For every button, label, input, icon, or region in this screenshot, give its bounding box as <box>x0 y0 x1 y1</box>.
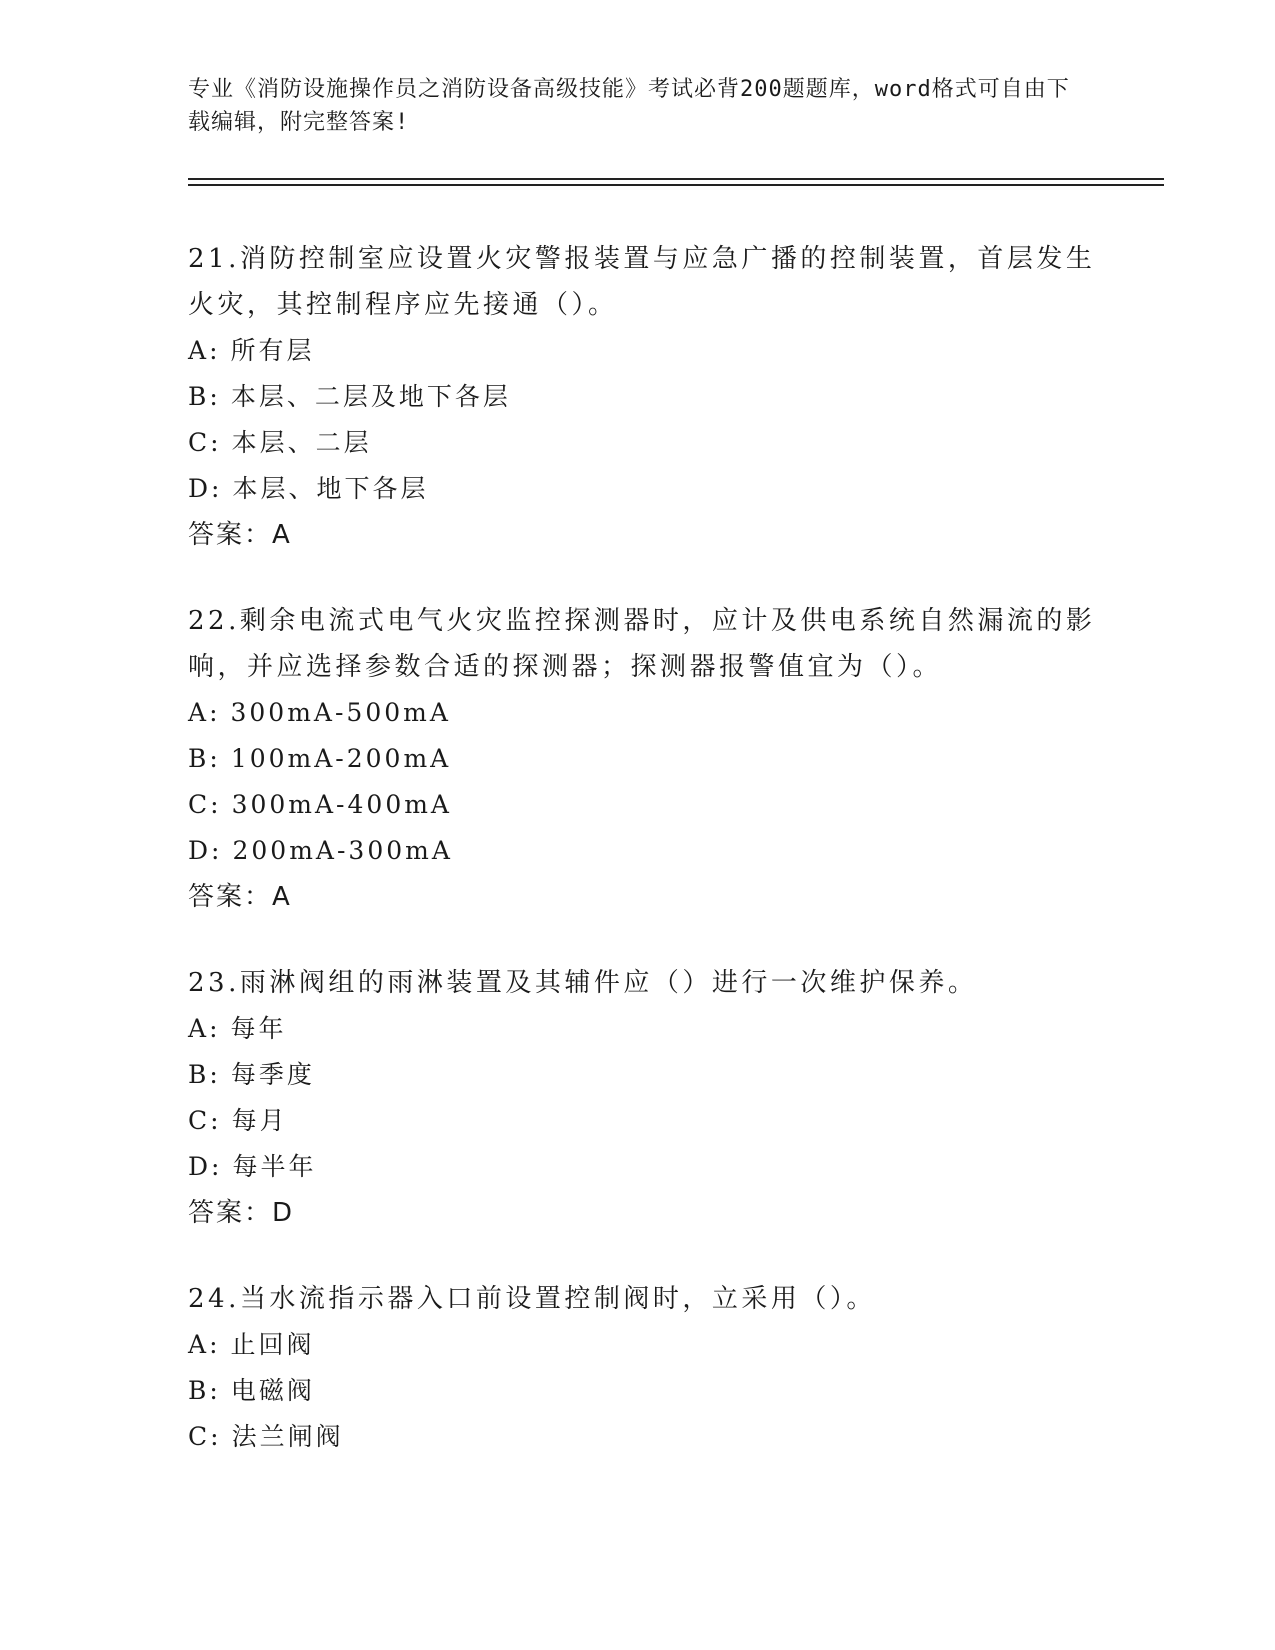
option-letter: C <box>188 428 211 457</box>
option-a <box>188 690 1108 736</box>
option-separator: : <box>210 428 222 457</box>
option-a <box>188 1322 1108 1368</box>
option-c <box>188 1098 1108 1144</box>
option-letter: A <box>188 336 210 365</box>
header-divider-bottom <box>188 184 1164 186</box>
option-c <box>188 782 1108 828</box>
option-letter: D <box>188 474 212 503</box>
answer-value: A <box>272 520 292 550</box>
option-text: 止回阀 <box>230 1330 315 1359</box>
question-block <box>188 1276 1108 1460</box>
answer-label: 答案： <box>188 1198 273 1228</box>
option-c <box>188 420 1108 466</box>
answer-value: A <box>272 882 292 912</box>
option-text: 每季度 <box>230 1060 315 1089</box>
option-text: 每半年 <box>232 1152 317 1181</box>
option-text: 200mA-300mA <box>232 836 453 865</box>
question-stem: 24.当水流指示器入口前设置控制阀时，立采用（）。 <box>188 1284 876 1314</box>
option-separator: : <box>209 1376 221 1405</box>
option-text: 每月 <box>231 1106 288 1135</box>
option-separator: : <box>211 474 223 503</box>
option-separator: : <box>210 1106 222 1135</box>
question-block <box>188 236 1108 558</box>
option-d <box>188 828 1108 874</box>
question-stem: 22.剩余电流式电气火灾监控探测器时，应计及供电系统自然漏流的影响，并应选择参数合适的探测器；探测器报警值宜为（）。 <box>188 606 1096 682</box>
option-letter: C <box>188 1106 211 1135</box>
option-a <box>188 328 1108 374</box>
option-separator: : <box>209 382 221 411</box>
option-letter: A <box>188 698 210 727</box>
option-text: 本层、二层 <box>231 428 372 457</box>
option-text: 300mA-500mA <box>230 698 451 727</box>
question-block <box>188 598 1108 920</box>
option-text: 本层、地下各层 <box>232 474 429 503</box>
option-letter: C <box>188 790 211 819</box>
option-separator: : <box>209 1014 221 1043</box>
option-letter: B <box>188 1376 210 1405</box>
header-divider-top <box>188 178 1164 180</box>
option-text: 电磁阀 <box>230 1376 315 1405</box>
option-text: 法兰闸阀 <box>231 1422 344 1451</box>
option-letter: B <box>188 1060 210 1089</box>
option-separator: : <box>209 1330 221 1359</box>
option-text: 300mA-400mA <box>231 790 452 819</box>
option-separator: : <box>209 698 221 727</box>
answer-label: 答案： <box>188 882 273 912</box>
answer-line <box>188 1190 1108 1236</box>
option-separator: : <box>211 1152 223 1181</box>
option-b <box>188 374 1108 420</box>
answer-line <box>188 874 1108 920</box>
option-b <box>188 1368 1108 1414</box>
question-block <box>188 960 1108 1236</box>
option-letter: D <box>188 1152 212 1181</box>
option-letter: A <box>188 1330 210 1359</box>
option-letter: B <box>188 382 210 411</box>
question-list <box>188 236 1108 1500</box>
question-stem: 23.雨淋阀组的雨淋装置及其辅件应（）进行一次维护保养。 <box>188 968 978 998</box>
document-header: 专业《消防设施操作员之消防设备高级技能》考试必背200题题库，word格式可自由下载编辑，附完整答案! <box>188 77 1070 135</box>
answer-value: D <box>272 1198 295 1228</box>
option-letter: B <box>188 744 210 773</box>
option-separator: : <box>210 790 222 819</box>
option-d <box>188 466 1108 512</box>
option-separator: : <box>211 836 223 865</box>
answer-line <box>188 512 1108 558</box>
option-a <box>188 1006 1108 1052</box>
answer-label: 答案： <box>188 520 273 550</box>
option-letter: D <box>188 836 212 865</box>
option-separator: : <box>209 336 221 365</box>
option-letter: C <box>188 1422 211 1451</box>
option-d <box>188 1144 1108 1190</box>
option-text: 100mA-200mA <box>230 744 452 773</box>
option-text: 本层、二层及地下各层 <box>230 382 511 411</box>
option-separator: : <box>209 744 221 773</box>
option-b <box>188 736 1108 782</box>
option-separator: : <box>210 1422 222 1451</box>
option-text: 所有层 <box>230 336 315 365</box>
question-stem: 21.消防控制室应设置火灾警报装置与应急广播的控制装置，首层发生火灾，其控制程序应先接通（）。 <box>188 244 1096 320</box>
option-text: 每年 <box>230 1014 287 1043</box>
option-b <box>188 1052 1108 1098</box>
option-separator: : <box>209 1060 221 1089</box>
option-letter: A <box>188 1014 210 1043</box>
option-c <box>188 1414 1108 1460</box>
